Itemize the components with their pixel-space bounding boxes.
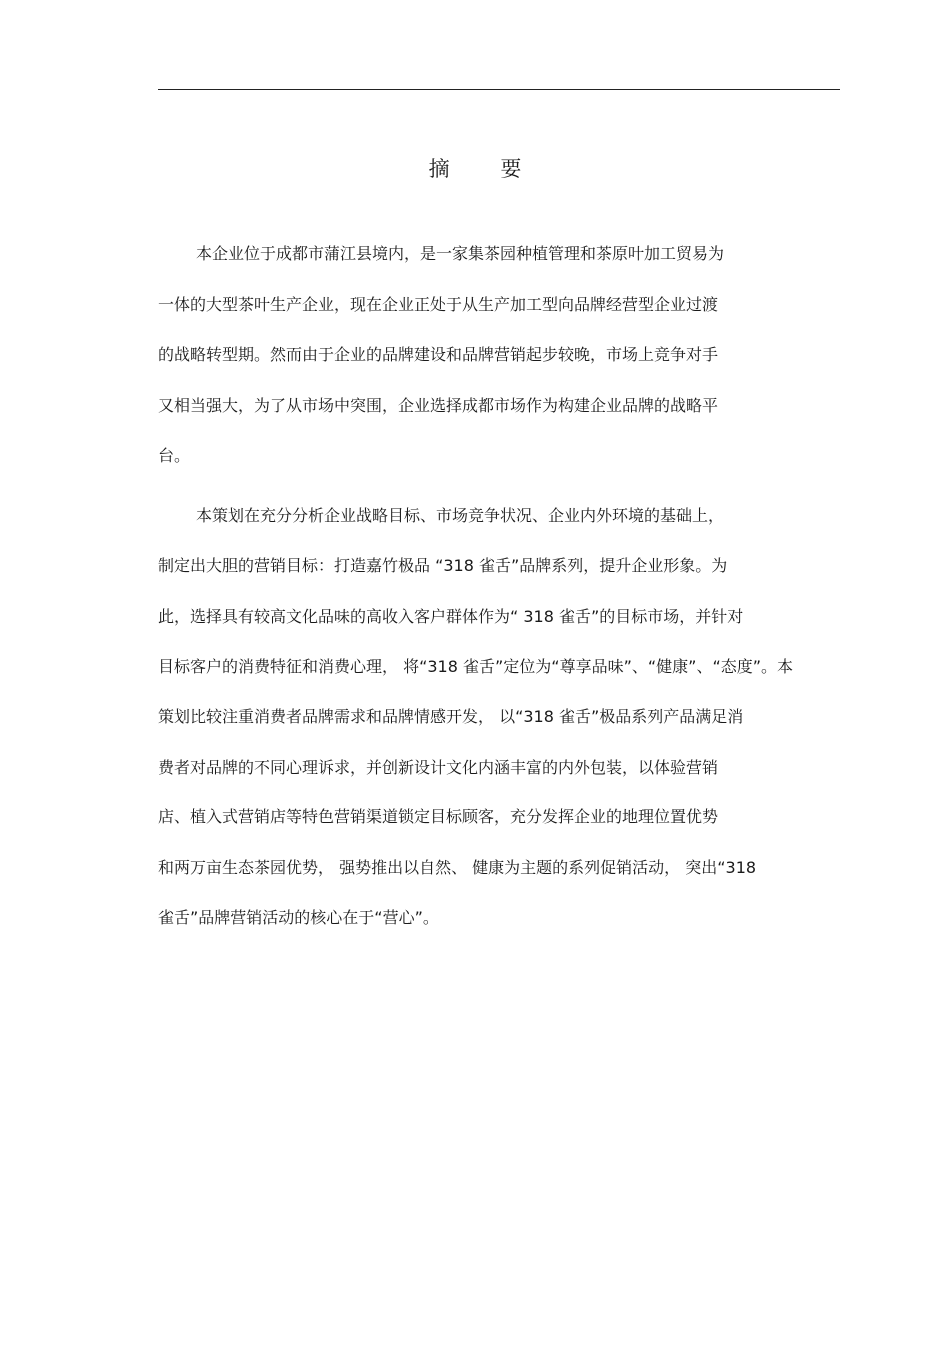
paragraph-line: 的战略转型期。然而由于企业的品牌建设和品牌营销起步较晚，市场上竞争对手 <box>158 345 719 364</box>
paragraph-line: 此，选择具有较高文化品味的高收入客户群体作为“ 318 雀舌”的目标市场，并针对 <box>158 607 744 626</box>
paragraph-line: 费者对品牌的不同心理诉求，并创新设计文化内涵丰富的内外包装，以体验营销 <box>158 758 719 777</box>
paragraph-line: 和两万亩生态茶园优势， 强势推出以自然、 健康为主题的系列促销活动， 突出“318 <box>158 858 757 877</box>
header-rule <box>158 89 840 90</box>
paragraph-line: 台。 <box>158 446 191 465</box>
paragraph-line: 策划比较注重消费者品牌需求和品牌情感开发， 以“318 雀舌”极品系列产品满足消 <box>158 707 744 726</box>
paragraph-line: 一体的大型茶叶生产企业，现在企业正处于从生产加工型向品牌经营型企业过渡 <box>158 295 719 314</box>
paragraph-line: 目标客户的消费特征和消费心理， 将“318 雀舌”定位为“尊享品味”、“健康”、“态度”。本 <box>158 657 794 676</box>
paragraph-line: 店、植入式营销店等特色营销渠道锁定目标顾客，充分发挥企业的地理位置优势 <box>158 807 719 826</box>
paragraph-line: 制定出大胆的营销目标：打造嘉竹极品 “318 雀舌”品牌系列，提升企业形象。为 <box>158 556 728 575</box>
paragraph-line: 本企业位于成都市蒲江县境内，是一家集茶园种植管理和茶原叶加工贸易为 <box>196 244 725 263</box>
page-title: 摘 要 <box>428 157 544 181</box>
paragraph-line: 本策划在充分分析企业战略目标、市场竞争状况、企业内外环境的基础上， <box>196 506 725 525</box>
paragraph-line: 又相当强大，为了从市场中突围，企业选择成都市场作为构建企业品牌的战略平 <box>158 396 719 415</box>
paragraph-line: 雀舌”品牌营销活动的核心在于“营心”。 <box>158 908 439 927</box>
